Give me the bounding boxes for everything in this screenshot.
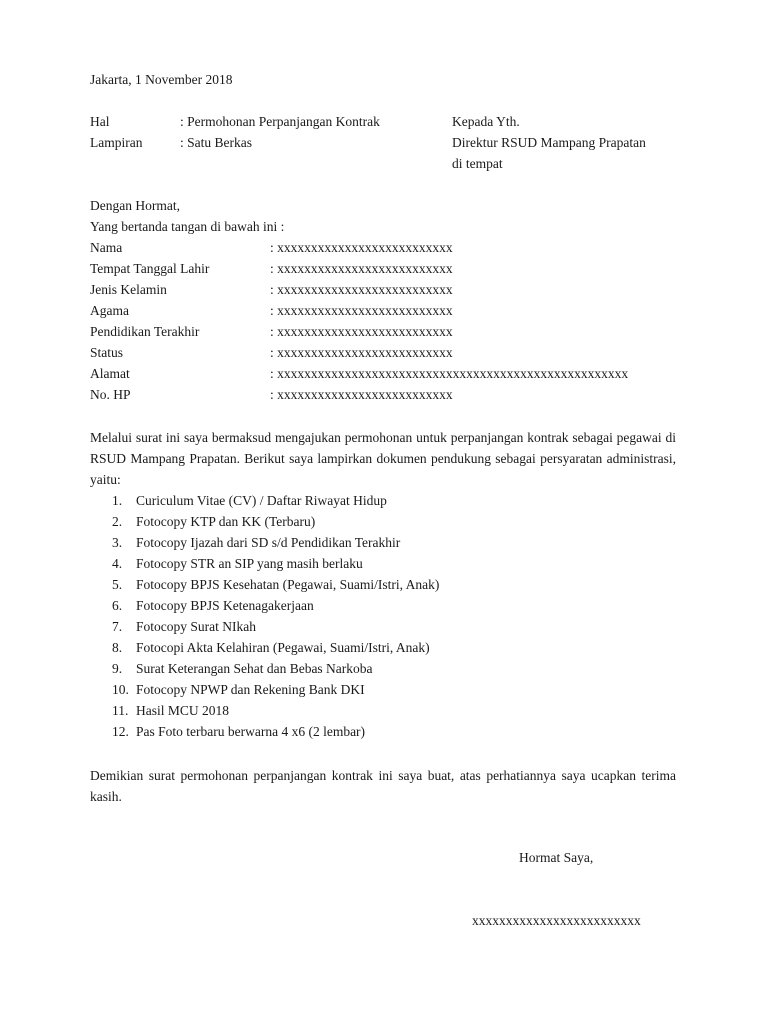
recipient-line-2: Direktur RSUD Mampang Prapatan bbox=[452, 135, 646, 150]
identity-value-agama: : xxxxxxxxxxxxxxxxxxxxxxxxxx bbox=[270, 303, 453, 318]
recipient-line-1: Kepada Yth. bbox=[452, 114, 520, 129]
list-item: 4. Fotocopy STR an SIP yang masih berlaku bbox=[112, 556, 363, 571]
identity-label-status: Status bbox=[90, 345, 124, 360]
list-item: 8. Fotocopi Akta Kelahiran (Pegawai, Suami/Istri, Anak) bbox=[112, 640, 430, 655]
identity-label-no-hp: No. HP bbox=[90, 387, 131, 402]
lampiran-value: : Satu Berkas bbox=[180, 135, 252, 150]
lampiran-label: Lampiran bbox=[90, 135, 143, 150]
identity-value-ttl: : xxxxxxxxxxxxxxxxxxxxxxxxxx bbox=[270, 261, 453, 276]
signature-salutation: Hormat Saya, bbox=[519, 850, 594, 865]
body-paragraph: Melalui surat ini saya bermaksud mengajukan permohonan untuk perpanjangan kontrak sebagai pegawai di RSUD Mampang Prapatan. Berikut saya lampirkan dokumen pendukung sebagai persyaratan administrasi, yaitu: bbox=[90, 430, 676, 487]
letter-date: Jakarta, 1 November 2018 bbox=[90, 72, 233, 87]
identity-value-jenis-kelamin: : xxxxxxxxxxxxxxxxxxxxxxxxxx bbox=[270, 282, 453, 297]
identity-value-alamat: : xxxxxxxxxxxxxxxxxxxxxxxxxxxxxxxxxxxxxxxxxxxxxxxxxxxx bbox=[270, 366, 629, 381]
identity-label-agama: Agama bbox=[90, 303, 129, 318]
identity-label-nama: Nama bbox=[90, 240, 123, 255]
hal-value: : Permohonan Perpanjangan Kontrak bbox=[180, 114, 380, 129]
list-item: 12. Pas Foto terbaru berwarna 4 x6 (2 lembar) bbox=[112, 724, 366, 739]
intro-text: Yang bertanda tangan di bawah ini : bbox=[90, 219, 285, 234]
identity-value-pendidikan: : xxxxxxxxxxxxxxxxxxxxxxxxxx bbox=[270, 324, 453, 339]
identity-label-pendidikan: Pendidikan Terakhir bbox=[90, 324, 200, 339]
list-item: 5. Fotocopy BPJS Kesehatan (Pegawai, Suami/Istri, Anak) bbox=[112, 577, 440, 592]
identity-value-no-hp: : xxxxxxxxxxxxxxxxxxxxxxxxxx bbox=[270, 387, 453, 402]
closing-paragraph: Demikian surat permohonan perpanjangan kontrak ini saya buat, atas perhatiannya saya ucapkan terima kasih. bbox=[90, 768, 676, 804]
identity-label-alamat: Alamat bbox=[90, 366, 130, 381]
list-item: 11. Hasil MCU 2018 bbox=[112, 703, 230, 718]
list-item: 9. Surat Keterangan Sehat dan Bebas Narkoba bbox=[112, 661, 373, 676]
list-item: 7. Fotocopy Surat NIkah bbox=[112, 619, 256, 634]
list-item: 2. Fotocopy KTP dan KK (Terbaru) bbox=[112, 514, 316, 529]
list-item: 1. Curiculum Vitae (CV) / Daftar Riwayat Hidup bbox=[112, 493, 387, 508]
recipient-line-3: di tempat bbox=[452, 156, 503, 171]
identity-label-jenis-kelamin: Jenis Kelamin bbox=[90, 282, 167, 297]
document-list bbox=[112, 490, 439, 742]
signature-name: xxxxxxxxxxxxxxxxxxxxxxxxx bbox=[472, 913, 641, 928]
identity-label-ttl: Tempat Tanggal Lahir bbox=[90, 261, 210, 276]
greeting: Dengan Hormat, bbox=[90, 198, 180, 213]
list-item: 6. Fotocopy BPJS Ketenagakerjaan bbox=[112, 598, 314, 613]
identity-value-status: : xxxxxxxxxxxxxxxxxxxxxxxxxx bbox=[270, 345, 453, 360]
list-item: 3. Fotocopy Ijazah dari SD s/d Pendidikan Terakhir bbox=[112, 535, 401, 550]
identity-value-nama: : xxxxxxxxxxxxxxxxxxxxxxxxxx bbox=[270, 240, 453, 255]
hal-label: Hal bbox=[90, 114, 110, 129]
list-item: 10. Fotocopy NPWP dan Rekening Bank DKI bbox=[112, 682, 365, 697]
